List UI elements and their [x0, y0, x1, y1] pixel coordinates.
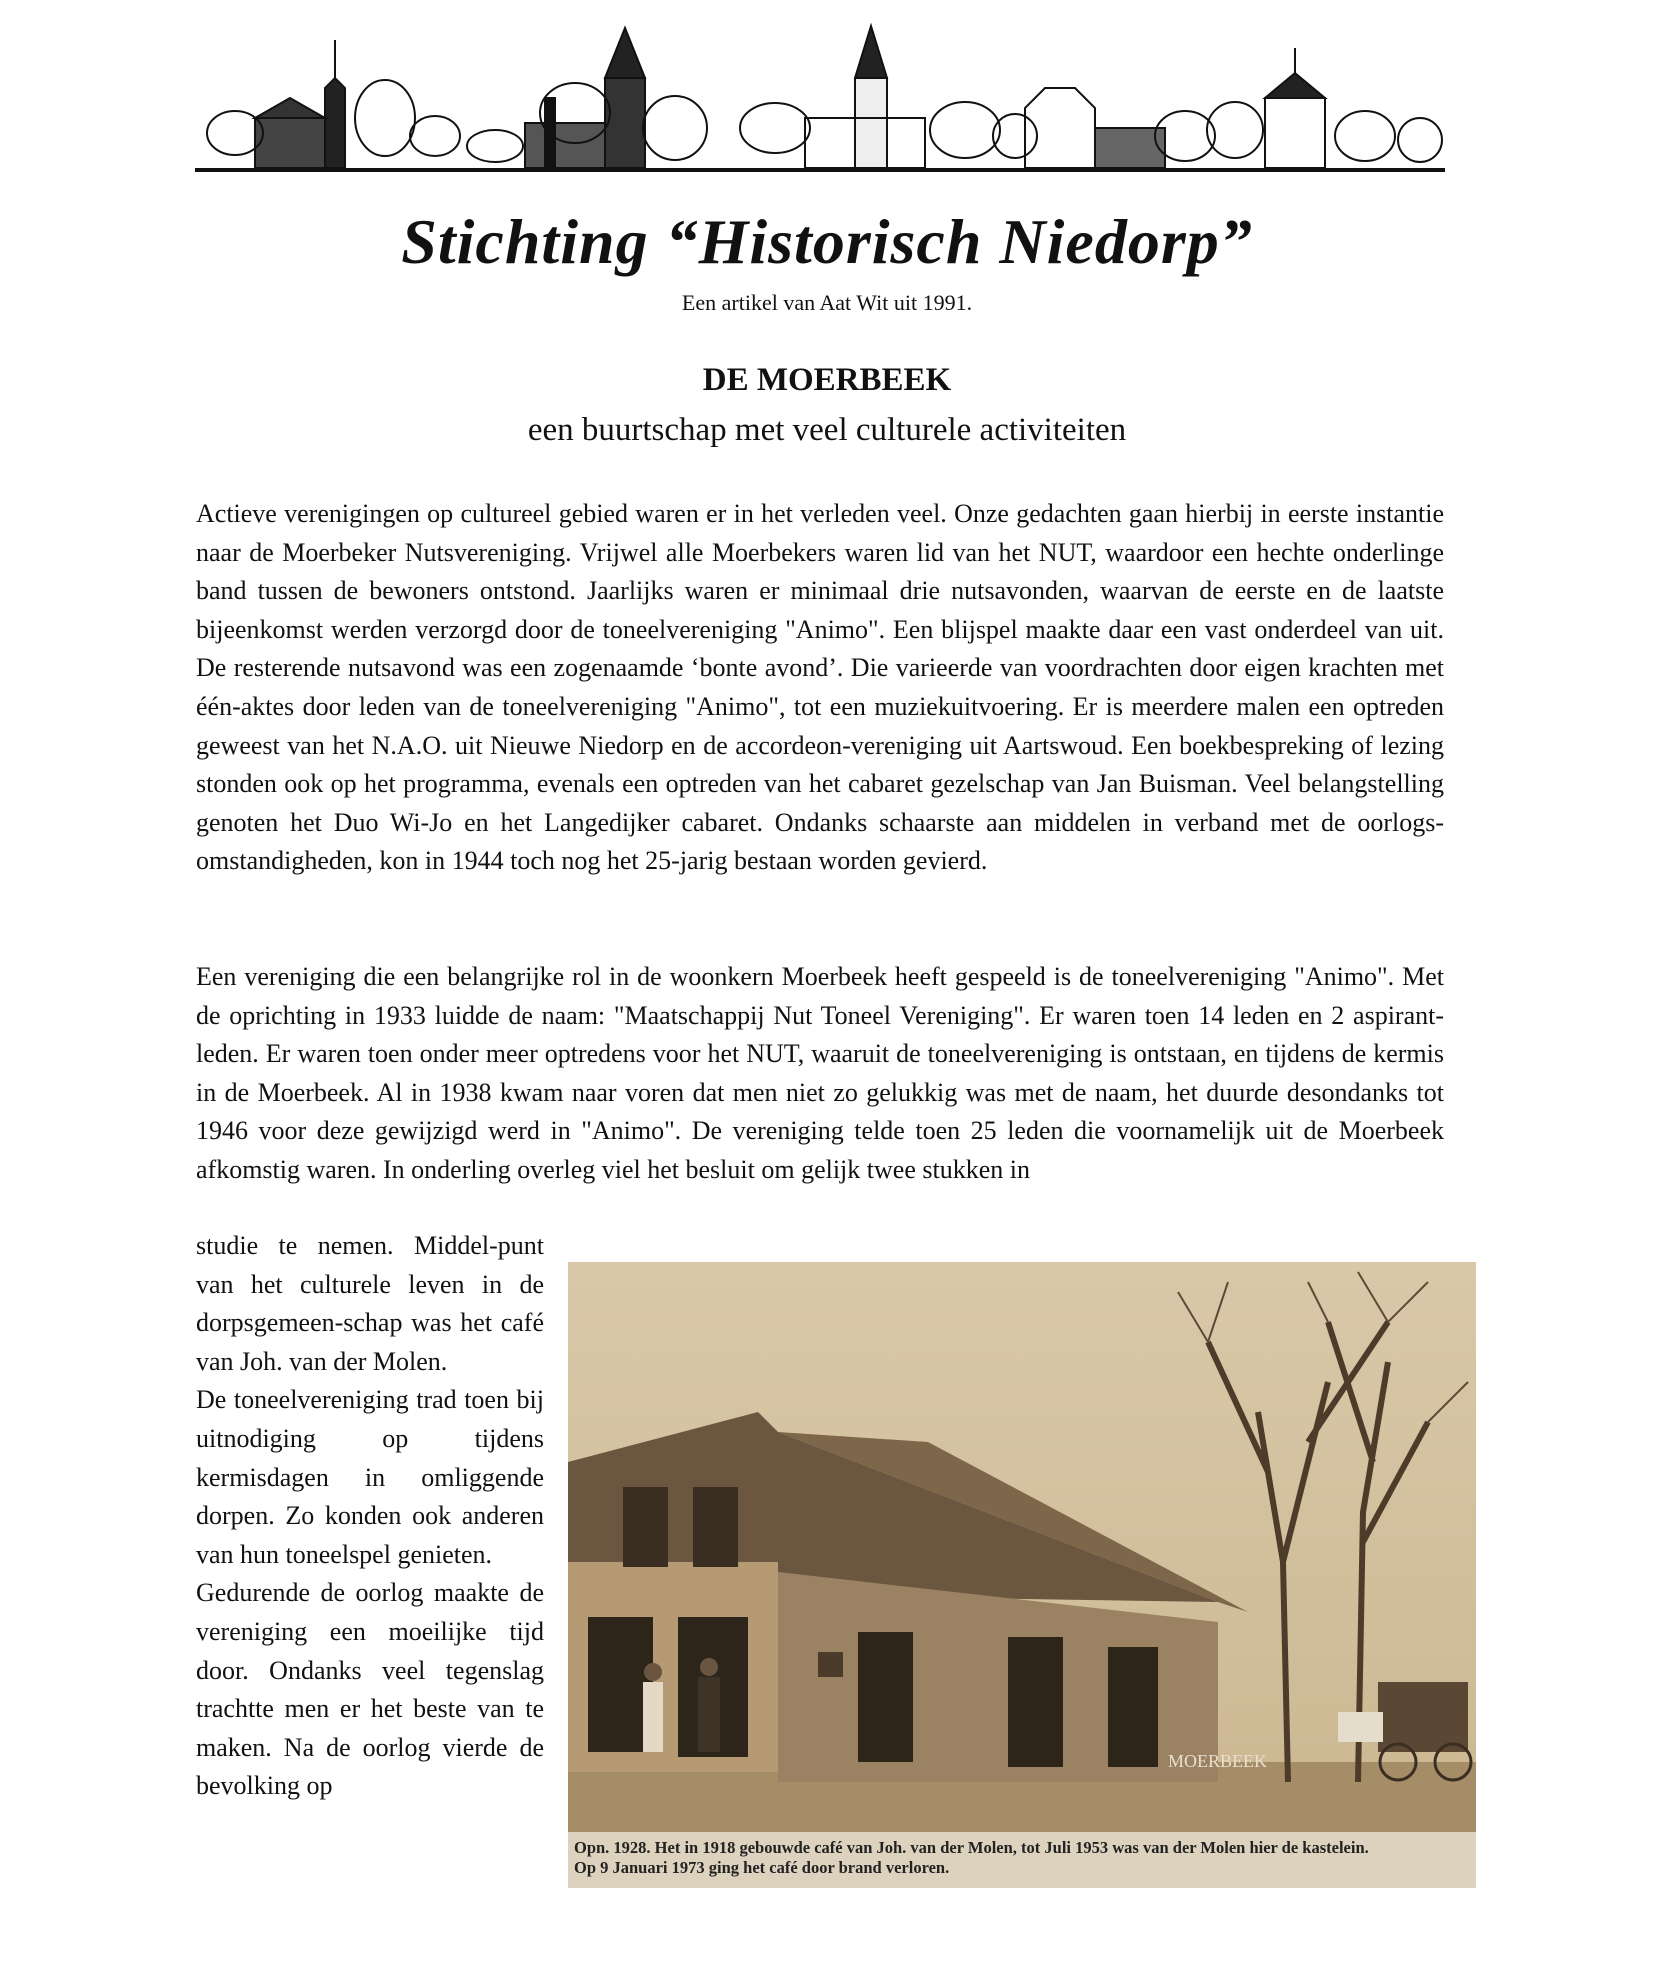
author-line: Een artikel van Aat Wit uit 1991. — [681, 290, 973, 315]
photo-sign-text: MOERBEEK — [1168, 1751, 1267, 1771]
caption-line: Op 9 Januari 1973 ging het café door brand verloren. — [574, 1858, 950, 1877]
photo-caption — [568, 1832, 1476, 1888]
body-paragraph: Een vereniging die een belangrijke rol in de woonkern Moerbeek heeft gespeeld is de toneelvereniging "Animo". Met de oprichting in 1933 luidde de naam: "Maatschappij Nut Toneel Vereniging". Er waren toen 14 leden en 2 aspirant-leden. Er waren toen onder meer optredens voor het NUT, waaruit de toneelvereniging is ontstaan, en tijdens de kermis in de Moerbeek. Al in 1938 kwam naar voren dat men niet zo gelukkig was met de naam, het duurde desondanks tot 1946 voor deze gewijzigd werd in "Animo". De vereniging telde toen 25 leden die voornamelijk uit de Moerbeek afkomstig waren. In onderling overleg viel het besluit om gelijk twee stukken in — [196, 962, 1444, 1184]
cafe-building-illustration — [568, 1262, 1476, 1832]
organization-title: Stichting “Historisch Niedorp” — [401, 206, 1253, 277]
narrow-text-column — [196, 1227, 544, 1806]
column-paragraph: De toneelvereniging trad toen bij uitnodiging op tijdens kermisdagen in omliggende dorpen. Zo konden ook anderen van hun toneelspel genieten. — [196, 1385, 544, 1569]
historic-cafe-photo — [568, 1262, 1476, 1888]
caption-line: Opn. 1928. Het in 1918 gebouwde café van Joh. van der Molen, tot Juli 1953 was van der Molen hier de kastelein. — [574, 1838, 1369, 1857]
village-skyline-illustration — [195, 18, 1445, 178]
body-paragraph: Actieve verenigingen op cultureel gebied waren er in het verleden veel. Onze gedachten gaan hierbij in eerste instantie naar de Moerbeker Nutsvereniging. Vrijwel alle Moerbekers waren lid van het NUT, waardoor een hechte onderlinge band tussen de bewoners ontstond. Jaarlijks waren er minimaal drie nutsavonden, waarvan de eerste en de laatste bijeenkomst werden verzorgd door de toneelvereniging "Animo". Een blijspel maakte daar een vast onderdeel van uit. De resterende nutsavond was een zogenaamde ‘bonte avond’. Die varieerde van voordrachten door eigen krachten met één-aktes door leden van de toneelvereniging "Animo", tot een muziekuitvoering. Er is meerdere malen een optreden geweest van het N.A.O. uit Nieuwe Niedorp en de accordeon-vereniging uit Aartswoud. Een boekbespreking of lezing stonden ook op het programma, evenals een optreden van het cabaret gezelschap van Jan Buisman. Veel belangstelling genoten het Duo Wi-Jo en het Langedijker cabaret. Ondanks schaarste aan middelen in verband met de oorlogs-omstandigheden, kon in 1944 toch nog het 25-jarig bestaan worden gevierd. — [196, 499, 1444, 876]
article-title: DE MOERBEEK — [702, 362, 952, 398]
column-paragraph: Gedurende de oorlog maakte de vereniging een moeilijke tijd door. Ondanks veel tegenslag trachtte men er het beste van te maken. Na de oorlog vierde de bevolking op — [196, 1578, 544, 1801]
article-subtitle: een buurtschap met veel culturele activiteiten — [527, 412, 1127, 448]
column-paragraph: studie te nemen. Middel-punt van het culturele leven in de dorpsgemeen-schap was het café van Joh. van der Molen. — [196, 1231, 544, 1376]
